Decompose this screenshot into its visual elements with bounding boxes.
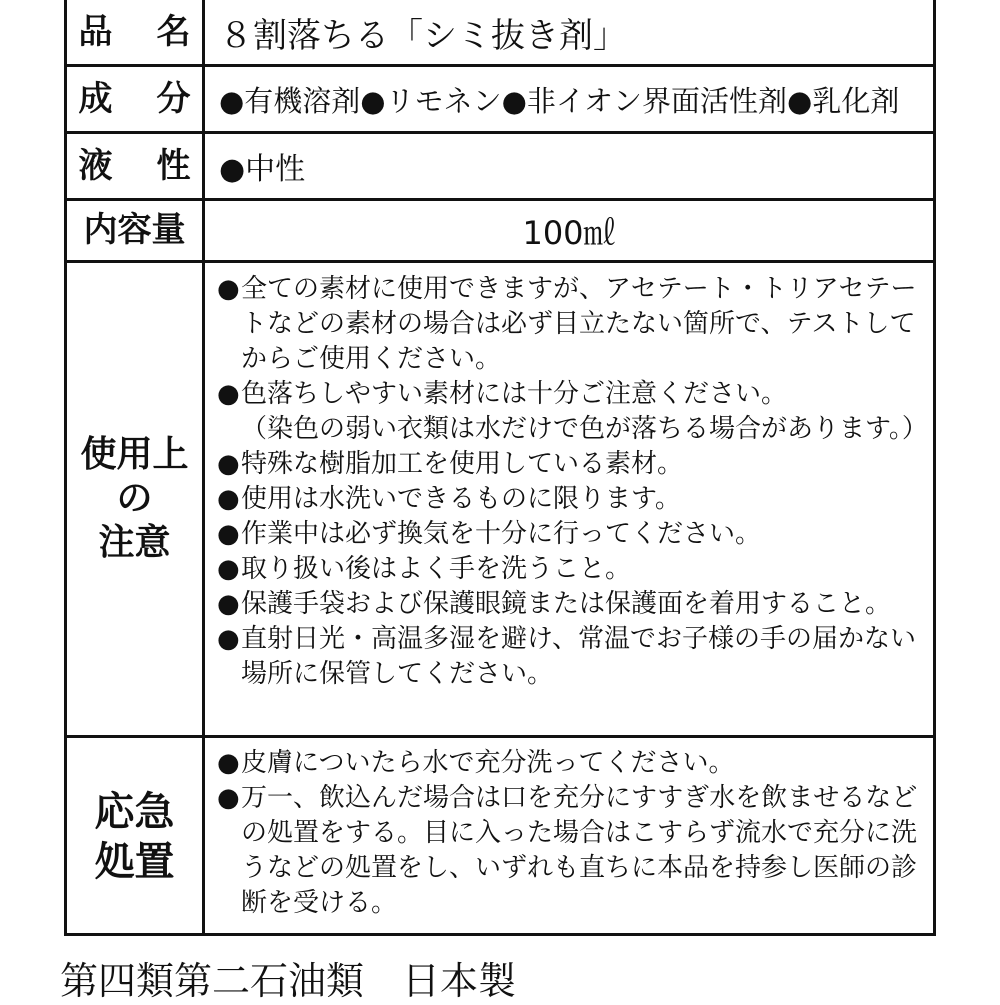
product-name-value: ８割落ちる「シミ抜き剤」 [219, 15, 627, 56]
key-char: 分 [156, 78, 191, 119]
liquid-nature-value: ●中性 [219, 152, 306, 187]
list-item [217, 517, 927, 552]
list-item-text: 取り扱い後はよく手を洗うこと。 [241, 554, 632, 584]
key-line: 注意 [98, 522, 171, 563]
bullet-icon: ● [217, 449, 240, 479]
key-char: 性 [156, 145, 191, 186]
key-char: 品 [78, 11, 113, 52]
product-name-key [67, 0, 205, 64]
usage-precautions-key [67, 263, 205, 735]
list-item [217, 447, 927, 482]
list-item [217, 622, 927, 692]
hazard-classification-footer: 第四類第二石油類 日本製 [60, 959, 517, 1003]
list-item [217, 587, 927, 622]
bullet-icon: ● [217, 589, 240, 619]
bullet-icon: ● [217, 274, 240, 304]
list-item-note: （染色の弱い衣類は水だけで色が落ちる場合があります。） [241, 414, 928, 444]
key-line: 応急 [94, 789, 175, 835]
list-item [217, 552, 927, 587]
row-volume [67, 198, 933, 260]
bullet-icon: ● [217, 748, 240, 778]
bullet-icon: ● [217, 624, 240, 654]
list-item-text: 使用は水洗いできるものに限ります。 [241, 484, 681, 514]
list-item [217, 746, 927, 781]
usage-precautions-list [205, 263, 933, 735]
key-char: 成 [78, 78, 113, 119]
list-item-text: 作業中は必ず換気を十分に行ってください。 [241, 519, 762, 549]
key-char: 液 [78, 145, 113, 186]
bullet-icon: ● [217, 519, 240, 549]
key-line: 処置 [94, 839, 175, 885]
bullet-icon: ● [217, 783, 240, 813]
list-item-text: 保護手袋および保護眼鏡または保護面を着用すること。 [241, 589, 892, 619]
key-line: 使用上の [80, 434, 189, 519]
bullet-icon: ● [217, 484, 240, 514]
product-label-table [64, 0, 936, 936]
list-item-text: 全ての素材に使用できますが、アセテート・トリアセテートなどの素材の場合は必ず目立たない箇所で、テストしてからご使用ください。 [241, 274, 917, 374]
first-aid-list [205, 738, 933, 936]
bullet-icon: ● [217, 379, 240, 409]
list-item-text: 特殊な樹脂加工を使用している素材。 [241, 449, 684, 479]
volume-key: 内容量 [67, 201, 205, 260]
list-item-text: 皮膚についたら水で充分洗ってください。 [241, 748, 735, 778]
row-first-aid [67, 735, 933, 936]
list-item-text: 直射日光・高温多湿を避け、常温でお子様の手の届かない場所に保管してください。 [241, 624, 916, 689]
first-aid-key [67, 738, 205, 936]
row-ingredients [67, 64, 933, 131]
list-item [217, 377, 927, 412]
volume-value: 100㎖ [522, 213, 616, 252]
ingredients-key [67, 67, 205, 131]
bullet-icon: ● [217, 554, 240, 584]
key-char: 名 [156, 11, 191, 52]
list-item-text: 万一、飲込んだ場合は口を充分にすすぎ水を飲ませるなどの処置をする。目に入った場合はこすらず流水で充分に洗うなどの処置をし、いずれも直ちに本品を持参し医師の診断を受ける。 [241, 783, 918, 918]
row-liquid-nature [67, 131, 933, 198]
row-usage-precautions [67, 260, 933, 735]
liquid-nature-key [67, 134, 205, 198]
list-item [217, 482, 927, 517]
ingredients-value: ●有機溶剤●リモネン●非イオン界面活性剤●乳化剤 [219, 83, 900, 118]
list-item [217, 781, 927, 921]
list-item-text: 色落ちしやすい素材には十分ご注意ください。 [241, 379, 788, 409]
row-product-name [67, 0, 933, 64]
list-item [217, 272, 927, 377]
